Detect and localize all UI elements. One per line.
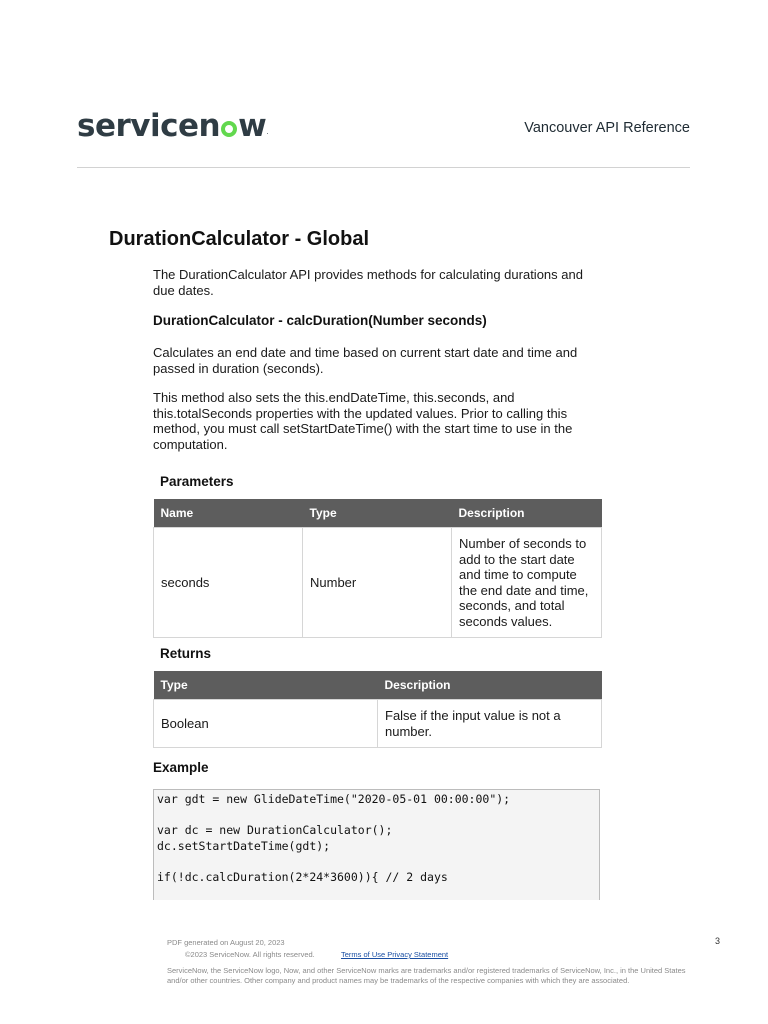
intro-text: The DurationCalculator API provides methods for calculating durations and due dates.: [153, 267, 583, 298]
column-header: Name: [154, 499, 303, 528]
method-notes: This method also sets the this.endDateTime, this.seconds, and this.totalSeconds properties with the updated values. Prior to calling this method, you must call setStartDateTime() with the start time to use in the computation.: [153, 390, 573, 452]
returns-table: [153, 671, 602, 748]
column-header: Description: [452, 499, 602, 528]
logo-o-icon: [221, 121, 237, 137]
parameters-heading: Parameters: [160, 474, 234, 489]
table-header-row: [154, 671, 602, 700]
example-heading: Example: [153, 760, 209, 775]
table-cell: Boolean: [154, 700, 378, 748]
column-header: Description: [378, 671, 602, 700]
returns-heading: Returns: [160, 646, 212, 661]
table-cell: Number: [303, 528, 452, 638]
table-cell: seconds: [154, 528, 303, 638]
table-row: [154, 528, 602, 638]
table-cell: Number of seconds to add to the start date and time to compute the end date and time, seconds, and total seconds values.: [452, 528, 602, 638]
page-number: 3: [715, 936, 721, 946]
footer-links[interactable]: Terms of Use Privacy Statement: [341, 950, 449, 959]
header-divider: [77, 167, 690, 168]
method-heading: DurationCalculator - calcDuration(Number seconds): [153, 313, 487, 328]
header-title: Vancouver API Reference: [524, 120, 690, 136]
footer-copyright: ©2023 ServiceNow. All rights reserved.: [185, 950, 315, 959]
parameters-table: [153, 499, 602, 638]
page-title: DurationCalculator - Global: [109, 228, 370, 250]
column-header: Type: [154, 671, 378, 700]
servicenow-logo: servicen w.: [77, 108, 268, 144]
method-description: Calculates an end date and time based on current start date and time and passed in duration (seconds).: [153, 345, 578, 376]
table-row: [154, 700, 602, 748]
code-block: var gdt = new GlideDateTime("2020-05-01 00:00:00"); var dc = new DurationCalculator(); dc.setStartDateTime(gdt); if(!dc.calcDuration(2*24*3600)){ // 2 days: [153, 789, 600, 900]
column-header: Type: [303, 499, 452, 528]
table-cell: False if the input value is not a number.: [378, 700, 602, 748]
table-header-row: [154, 499, 602, 528]
footer-trademark: ServiceNow, the ServiceNow logo, Now, and other ServiceNow marks are trademarks and/or registered trademarks of ServiceNow, Inc., in the United States and/or other countries. Other company and product names may be trademarks of the respective companies with which they are associated.: [167, 966, 686, 985]
footer-generated: PDF generated on August 20, 2023: [167, 938, 285, 947]
